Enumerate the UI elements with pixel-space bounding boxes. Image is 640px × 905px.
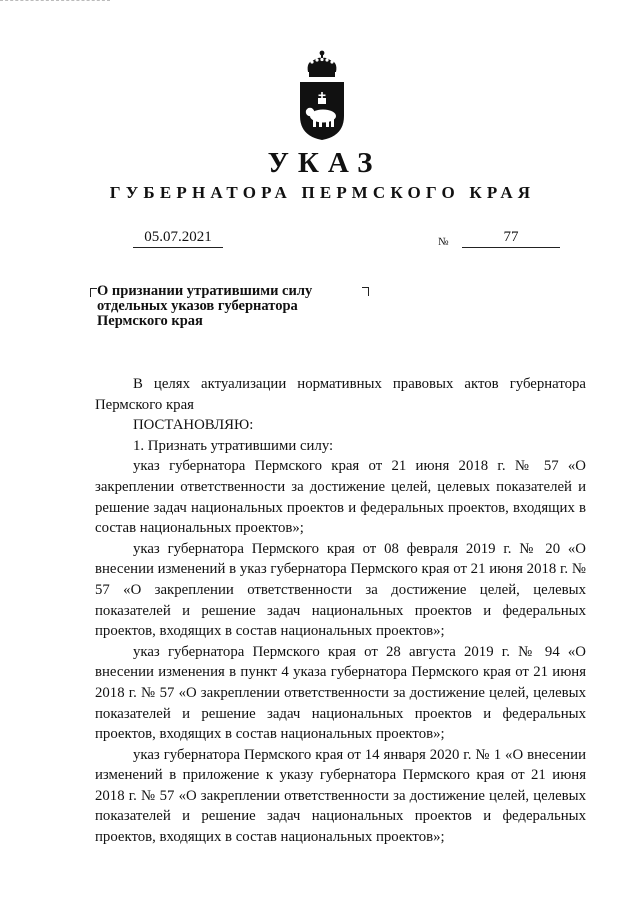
decree-item-paragraph: указ губернатора Пермского края от 21 июня 2018 г. № 57 «О закреплении ответственности за достижение целей, целевых показателей и решение задач национальных проектов и федеральных проектов, входящих в состав национальных проектов»;	[95, 458, 586, 537]
subject-corner-left	[90, 288, 97, 297]
document-number: 77	[462, 229, 560, 248]
document-date: 05.07.2021	[133, 229, 223, 248]
scan-edge-mark	[0, 0, 110, 2]
resolve-paragraph: ПОСТАНОВЛЯЮ:	[133, 417, 254, 434]
decree-item-paragraph: указ губернатора Пермского края от 14 января 2020 г. № 1 «О внесении изменений в приложение к указу губернатора Пермского края от 21 июня 2018 г. № 57 «О закреплении ответственности за достижение целей, целевых показателей и решение задач национальных проектов и федеральных проектов, входящих в состав национальных проектов»;	[95, 746, 586, 846]
number-sign: №	[438, 236, 449, 248]
document-subtitle: ГУБЕРНАТОРА ПЕРМСКОГО КРАЯ	[109, 183, 536, 202]
document-body	[95, 374, 586, 848]
coat-of-arms-icon	[296, 48, 348, 142]
subject-line: Пермского края	[97, 313, 203, 329]
document-subject	[97, 284, 312, 329]
document-title: УКАЗ	[267, 147, 382, 179]
subject-line: О признании утратившими силу	[97, 283, 313, 299]
decree-item-paragraph: указ губернатора Пермского края от 08 февраля 2019 г. № 20 «О внесении изменений в указ губернатора Пермского края от 21 июня 2018 г. № 57 «О закреплении ответственности за достижение целей, целевых показателей и решение задач национальных проектов и федеральных проектов, входящих в состав национальных проектов»;	[95, 540, 586, 640]
decree-item-paragraph: указ губернатора Пермского края от 28 августа 2019 г. № 94 «О внесении изменения в пункт 4 указа губернатора Пермского края от 21 июня 2018 г. № 57 «О закреплении ответственности за достижение целей, целевых показателей и решение задач национальных проектов и федеральных проектов, входящих в состав национальных проектов»;	[95, 643, 586, 743]
subject-corner-right	[362, 287, 369, 296]
clause-paragraph: 1. Признать утратившими силу:	[133, 437, 334, 454]
subject-line: отдельных указов губернатора	[97, 298, 298, 314]
preamble-paragraph: В целях актуализации нормативных правовых актов губернатора Пермского края	[95, 376, 586, 413]
